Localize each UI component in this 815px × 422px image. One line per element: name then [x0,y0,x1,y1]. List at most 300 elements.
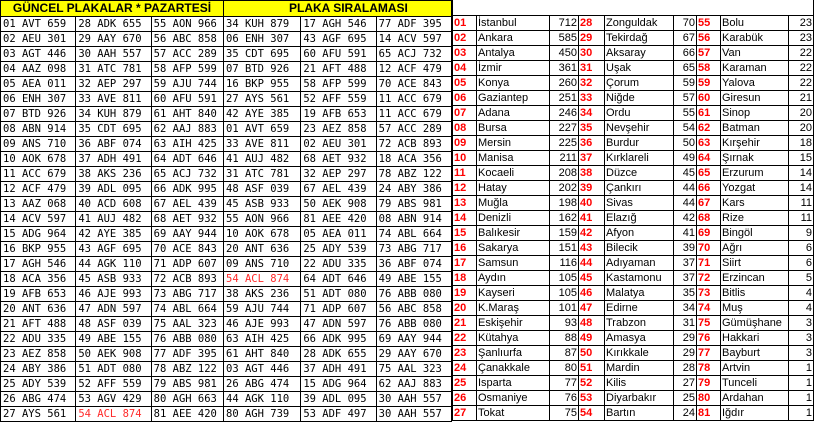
city-name: Nevşehir [605,121,674,136]
city-name: Eskişehir [477,316,550,331]
city-row [453,316,814,331]
city-name: Ankara [477,31,550,46]
siralama-plate-cell: 18 ACA 356 [376,152,451,167]
city-count: 3 [789,316,814,331]
city-rank-code: 71 [697,256,721,271]
guncel-plakalar-header: GÜNCEL PLAKALAR * PAZARTESİ [1,1,224,17]
guncel-plate-cell: 26 ABG 474 [1,392,76,407]
city-name: Kırıkkale [605,346,674,361]
city-name: İzmir [477,61,550,76]
city-count: 49 [674,151,697,166]
siralama-plate-cell: 51 ADT 080 [301,287,376,302]
plate-row [1,122,452,137]
siralama-plate-cell: 54 ACL 874 [224,272,301,287]
city-name: Kilis [605,376,674,391]
city-row [453,361,814,376]
city-rank-code: 60 [697,91,721,106]
city-name: Karabük [721,31,789,46]
city-name: Bolu [721,16,789,31]
city-count: 23 [789,31,814,46]
siralama-plate-cell: 77 ADF 395 [376,17,451,32]
city-count: 21 [789,91,814,106]
city-row [453,406,814,421]
city-rank-code: 31 [579,61,605,76]
siralama-plate-cell: 56 ABC 858 [376,302,451,317]
city-row [453,271,814,286]
siralama-plate-cell: 19 AFB 653 [301,107,376,122]
city-name: Şırnak [721,151,789,166]
city-rank-code: 64 [697,151,721,166]
guncel-plate-cell: 10 AOK 678 [1,152,76,167]
city-count: 6 [789,256,814,271]
siralama-plate-cell: 61 AHT 840 [224,347,301,362]
siralama-plate-cell: 24 ABY 386 [376,182,451,197]
city-count: 211 [550,151,579,166]
plate-row [1,152,452,167]
city-rank-code: 67 [697,196,721,211]
guncel-plate-cell: 71 ADP 607 [151,257,223,272]
siralama-plate-cell: 38 AKS 236 [224,287,301,302]
plate-row [1,302,452,317]
plate-row [1,17,452,32]
city-count: 80 [550,361,579,376]
city-rank-code: 30 [579,46,605,61]
guncel-plate-cell: 01 AVT 659 [1,17,76,32]
city-name: Çanakkale [477,361,550,376]
guncel-plate-cell: 05 AEA 011 [1,77,76,92]
siralama-plate-cell: 01 AVT 659 [224,122,301,137]
city-count: 27 [674,376,697,391]
city-row [453,61,814,76]
city-name: Hatay [477,181,550,196]
city-rank-code: 07 [453,106,477,121]
plaka-siralamasi-header: PLAKA SIRALAMASI [224,1,452,17]
guncel-plate-cell: 65 ACJ 732 [151,167,223,182]
city-rank-code: 38 [579,166,605,181]
city-row [453,46,814,61]
city-rank-code: 46 [579,286,605,301]
siralama-plate-cell: 06 ENH 307 [224,32,301,47]
city-count: 159 [550,226,579,241]
city-count: 105 [550,271,579,286]
guncel-plate-cell: 69 AAY 944 [151,227,223,242]
city-name: Erzurum [721,166,789,181]
city-row [453,121,814,136]
plate-row [1,47,452,62]
city-count: 227 [550,121,579,136]
city-name: Rize [721,211,789,226]
city-count: 35 [674,286,697,301]
guncel-plate-cell: 70 ACE 843 [151,242,223,257]
guncel-plate-cell: 39 ADL 095 [76,182,151,197]
city-name: Tekirdağ [605,31,674,46]
city-name: İstanbul [477,16,550,31]
guncel-plate-cell: 35 CDT 695 [76,122,151,137]
city-name: Isparta [477,376,550,391]
city-rank-code: 51 [579,361,605,376]
city-rank-code: 11 [453,166,477,181]
guncel-plate-cell: 53 AGV 429 [76,392,151,407]
city-row [453,226,814,241]
city-count: 450 [550,46,579,61]
plate-row [1,107,452,122]
city-row [453,331,814,346]
city-rank-code: 69 [697,226,721,241]
city-rank-code: 63 [697,136,721,151]
city-row [453,256,814,271]
city-count: 116 [550,256,579,271]
city-name: Niğde [605,91,674,106]
city-count: 712 [550,16,579,31]
plate-table-header [1,1,452,17]
city-row [453,91,814,106]
city-count: 70 [674,16,697,31]
guncel-plate-cell: 77 ADF 395 [151,347,223,362]
guncel-plate-cell: 43 AGF 695 [76,242,151,257]
city-row [453,241,814,256]
siralama-plate-cell: 30 AAH 557 [376,407,451,422]
siralama-plate-cell: 57 ACC 289 [376,122,451,137]
city-row [453,301,814,316]
city-rank-code: 41 [579,211,605,226]
city-count: 67 [674,31,697,46]
city-count: 246 [550,106,579,121]
guncel-plate-cell: 61 AHT 840 [151,107,223,122]
city-count: 15 [789,151,814,166]
city-rank-code: 65 [697,166,721,181]
siralama-plate-cell: 70 ACE 843 [376,77,451,92]
siralama-plate-cell: 48 ASF 039 [224,182,301,197]
city-rank-code: 62 [697,121,721,136]
city-count: 20 [789,121,814,136]
guncel-plate-cell: 32 AEP 297 [76,77,151,92]
city-rank-code: 13 [453,196,477,211]
guncel-plate-cell: 09 ANS 710 [1,137,76,152]
city-count: 41 [674,226,697,241]
plate-row [1,377,452,392]
guncel-plate-cell: 67 AEL 439 [151,197,223,212]
city-name: Zonguldak [605,16,674,31]
city-name: Kars [721,196,789,211]
city-count: 87 [550,346,579,361]
siralama-plate-cell: 29 AAY 670 [376,347,451,362]
city-name: Tokat [477,406,550,421]
siralama-plate-cell: 52 AFF 559 [301,92,376,107]
city-name: Manisa [477,151,550,166]
guncel-plate-cell: 11 ACC 679 [1,167,76,182]
city-name: Denizli [477,211,550,226]
city-count: 5 [789,271,814,286]
city-name: Mardin [605,361,674,376]
city-count: 105 [550,286,579,301]
city-rank-code: 68 [697,211,721,226]
guncel-plate-cell: 63 AIH 425 [151,137,223,152]
city-name: Bilecik [605,241,674,256]
city-name: Kayseri [477,286,550,301]
guncel-plate-cell: 56 ABC 858 [151,32,223,47]
guncel-plate-cell: 13 AAZ 068 [1,197,76,212]
siralama-plate-cell: 45 ASB 933 [224,197,301,212]
city-rank-code: 42 [579,226,605,241]
siralama-plate-cell: 09 ANS 710 [224,257,301,272]
city-count: 59 [674,76,697,91]
guncel-plate-cell: 76 ABB 080 [151,332,223,347]
city-name: Edirne [605,301,674,316]
city-rank-code: 28 [579,16,605,31]
siralama-plate-cell: 71 ADP 607 [301,302,376,317]
city-count: 22 [789,61,814,76]
siralama-plate-cell: 30 AAH 557 [376,392,451,407]
city-row [453,346,814,361]
city-count: 93 [550,316,579,331]
guncel-plate-cell: 36 ABF 074 [76,137,151,152]
siralama-plate-cell: 27 AYS 561 [224,92,301,107]
siralama-plate-cell: 68 AET 932 [301,152,376,167]
guncel-plate-cell: 46 AJE 993 [76,287,151,302]
plate-row [1,182,452,197]
city-name: Bartın [605,406,674,421]
city-rank-code: 27 [453,406,477,421]
city-name: Ardahan [721,391,789,406]
city-rank-code: 16 [453,241,477,256]
siralama-plate-cell: 36 ABF 074 [376,257,451,272]
city-rank-code: 05 [453,76,477,91]
plate-row [1,62,452,77]
plate-row [1,392,452,407]
city-name: Batman [721,121,789,136]
city-rank-code: 36 [579,136,605,151]
siralama-plate-cell: 78 ABZ 122 [376,167,451,182]
guncel-plate-cell: 02 AEU 301 [1,32,76,47]
city-count: 29 [674,346,697,361]
city-count: 22 [789,46,814,61]
city-name: Aksaray [605,46,674,61]
city-name: Hakkari [721,331,789,346]
siralama-plate-cell: 53 ADF 497 [301,407,376,422]
guncel-plate-cell: 29 AAY 670 [76,32,151,47]
guncel-plate-cell: 18 ACA 356 [1,272,76,287]
plate-row [1,287,452,302]
city-count: 151 [550,241,579,256]
siralama-plate-cell: 17 AGH 546 [301,17,376,32]
city-rank-code: 58 [697,61,721,76]
plate-row [1,227,452,242]
city-name: Gaziantep [477,91,550,106]
city-name: Sakarya [477,241,550,256]
city-count: 9 [789,226,814,241]
plate-row [1,347,452,362]
city-rank-code: 17 [453,256,477,271]
city-name: Uşak [605,61,674,76]
city-count: 55 [674,106,697,121]
city-count: 585 [550,31,579,46]
siralama-plate-cell: 28 ADK 655 [301,347,376,362]
guncel-plate-cell: 44 AGK 110 [76,257,151,272]
city-rank-code: 59 [697,76,721,91]
guncel-plate-cell: 62 AAJ 883 [151,122,223,137]
city-count: 18 [789,136,814,151]
city-rank-code: 06 [453,91,477,106]
guncel-plate-cell: 30 AAH 557 [76,47,151,62]
guncel-plate-cell: 33 AVE 811 [76,92,151,107]
guncel-plate-cell: 75 AAL 323 [151,317,223,332]
guncel-plate-cell: 40 ACD 608 [76,197,151,212]
city-rank-code: 19 [453,286,477,301]
city-rank-code: 21 [453,316,477,331]
city-count: 23 [789,16,814,31]
city-name: Elazığ [605,211,674,226]
city-count: 42 [674,211,697,226]
siralama-plate-cell: 32 AEP 297 [301,167,376,182]
city-name: Amasya [605,331,674,346]
city-name: Kütahya [477,331,550,346]
city-rank-code: 22 [453,331,477,346]
city-name: Van [721,46,789,61]
guncel-plate-cell: 47 ADN 597 [76,302,151,317]
guncel-plate-cell: 04 AAZ 098 [1,62,76,77]
siralama-plate-cell: 64 ADT 646 [301,272,376,287]
siralama-plate-cell: 75 AAL 323 [376,362,451,377]
siralama-plate-cell: 76 ABB 080 [376,287,451,302]
city-name: Giresun [721,91,789,106]
siralama-plate-cell: 14 ACV 597 [376,32,451,47]
city-name: Kırklareli [605,151,674,166]
guncel-plate-cell: 23 AEZ 858 [1,347,76,362]
city-count: 29 [674,331,697,346]
city-rank-code: 40 [579,196,605,211]
city-rank-code: 12 [453,181,477,196]
siralama-plate-cell: 12 ACF 479 [376,62,451,77]
siralama-plate-cell: 55 AON 966 [224,212,301,227]
city-count: 39 [674,241,697,256]
guncel-plate-cell: 28 ADK 655 [76,17,151,32]
city-table-header-row [453,0,814,16]
city-name: Yozgat [721,181,789,196]
city-rank-code: 80 [697,391,721,406]
city-rank-code: 75 [697,316,721,331]
city-name: Burdur [605,136,674,151]
plate-row [1,317,452,332]
guncel-plate-cell: 55 AON 966 [151,17,223,32]
city-row [453,76,814,91]
city-name: Malatya [605,286,674,301]
city-name: Bitlis [721,286,789,301]
siralama-plate-cell: 81 AEE 420 [301,212,376,227]
city-row [453,136,814,151]
city-count: 57 [674,91,697,106]
city-count: 37 [674,256,697,271]
siralama-plate-cell: 65 ACJ 732 [376,47,451,62]
city-row [453,286,814,301]
city-rank-code: 53 [579,391,605,406]
siralama-plate-cell: 33 AVE 811 [224,137,301,152]
city-count: 88 [550,331,579,346]
city-name: Erzincan [721,271,789,286]
city-name: Mersin [477,136,550,151]
siralama-plate-cell: 35 CDT 695 [224,47,301,62]
city-count: 22 [789,76,814,91]
city-name: Siirt [721,256,789,271]
city-rank-code: 81 [697,406,721,421]
plate-row [1,242,452,257]
city-name: Osmaniye [477,391,550,406]
siralama-plate-cell: 41 AUJ 482 [224,152,301,167]
city-count: 28 [674,361,697,376]
guncel-plate-cell: 52 AFF 559 [76,377,151,392]
siralama-plate-cell: 26 ABG 474 [224,377,301,392]
city-rank-code: 43 [579,241,605,256]
guncel-plate-cell: 81 AEE 420 [151,407,223,422]
guncel-plate-cell: 42 AYE 385 [76,227,151,242]
city-count: 34 [674,301,697,316]
city-count: 76 [550,391,579,406]
guncel-plate-cell: 72 ACB 893 [151,272,223,287]
city-name: Sivas [605,196,674,211]
guncel-plate-cell: 49 ABE 155 [76,332,151,347]
city-count: 14 [789,166,814,181]
siralama-plate-cell: 37 ADH 491 [301,362,376,377]
city-name: Artvin [721,361,789,376]
plate-row [1,272,452,287]
siralama-plate-cell: 47 ADN 597 [301,317,376,332]
city-rank-code: 44 [579,256,605,271]
siralama-plate-cell: 15 ADG 964 [301,377,376,392]
guncel-plate-cell: 17 AGH 546 [1,257,76,272]
siralama-plate-cell: 62 AAJ 883 [376,377,451,392]
guncel-plate-cell: 03 AGT 446 [1,47,76,62]
city-rank-code: 48 [579,316,605,331]
city-rank-code: 56 [697,31,721,46]
city-row [453,106,814,121]
guncel-plate-cell: 06 ENH 307 [1,92,76,107]
guncel-plate-cell: 15 ADG 964 [1,227,76,242]
city-count: 20 [789,106,814,121]
city-count: 162 [550,211,579,226]
city-rank-code: 24 [453,361,477,376]
city-name: Çorum [605,76,674,91]
city-row [453,376,814,391]
city-name: Aydın [477,271,550,286]
city-count: 45 [674,166,697,181]
siralama-plate-cell: 72 ACB 893 [376,137,451,152]
plate-row [1,167,452,182]
city-rank-code: 55 [697,16,721,31]
city-rank-code: 15 [453,226,477,241]
siralama-plate-cell: 80 AGH 739 [224,407,301,422]
city-name: Diyarbakır [605,391,674,406]
siralama-plate-cell: 60 AFU 591 [301,47,376,62]
city-name: Muş [721,301,789,316]
city-count: 208 [550,166,579,181]
city-name: Bursa [477,121,550,136]
guncel-plate-cell: 19 AFB 653 [1,287,76,302]
city-rank-code: 74 [697,301,721,316]
city-count: 50 [674,136,697,151]
city-row [453,31,814,46]
city-name: Çankırı [605,181,674,196]
guncel-plate-cell: 12 ACF 479 [1,182,76,197]
guncel-plate-cell: 51 ADT 080 [76,362,151,377]
city-row [453,391,814,406]
siralama-plate-cell: 74 ABL 664 [376,227,451,242]
city-name: Adana [477,106,550,121]
siralama-plate-cell: 10 AOK 678 [224,227,301,242]
city-name: Afyon [605,226,674,241]
plate-row [1,362,452,377]
city-rank-code: 01 [453,16,477,31]
city-name: Iğdır [721,406,789,421]
city-count: 4 [789,301,814,316]
